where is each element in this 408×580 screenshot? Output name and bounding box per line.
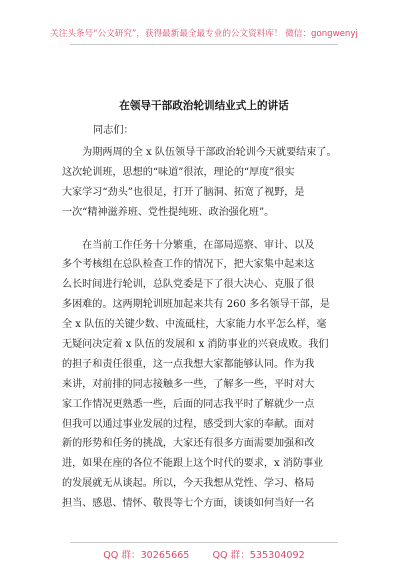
text-line: 一次“精神滋养班、党性提纯班、政治强化班”。 (62, 206, 275, 218)
document-title: 在领导干部政治轮训结业式上的讲话 (119, 100, 289, 112)
text-line: 家工作情况更熟悉一些，后面的同志我平时了解就少一点 (62, 398, 315, 410)
text-line: 的发展就无从谈起。所以，今天我想从党性、学习、格局 (62, 478, 315, 490)
text-line: 为期两周的全 x 队伍领导干部政治轮训今天就要结束了。 (62, 147, 337, 158)
text-line: 这次轮训班，思想的“味道”很浓，理论的“厚度”很实 (62, 166, 295, 178)
text-line: 大家学习“劲头”也很足，打开了脑洞、拓宽了视野，是 (62, 186, 305, 198)
text-line: 无疑问决定着 x 队伍的发展和 x 消防事业的兴衰成败。我们 (62, 339, 329, 351)
text-line: 在当前工作任务十分繁重，在部局巡察、审计、以及 (62, 239, 315, 251)
text-line: 多个考核组在总队检查工作的情况下，把大家集中起来这 (62, 259, 315, 271)
header-divider (70, 44, 338, 45)
qq-group-1: QQ 群：30265665 (103, 550, 190, 561)
text-line: 多困难的。这两期轮训班加起来共有 260 多名领导干部，是 (62, 299, 330, 311)
footer-contact (0, 547, 408, 561)
header-promo-note: 关注头条号“公文研究”，获得最新最全最专业的公文资料库！ 微信：gongwenyj (50, 29, 358, 39)
text-line: 来讲，对前排的同志接触多一些，了解多一些，平时对大 (62, 378, 315, 390)
paragraph-gap (62, 223, 354, 236)
paragraph-2 (62, 236, 354, 514)
text-line: 全 x 队伍的关键少数、中流砥柱，大家能力水平怎么样，毫 (62, 319, 327, 331)
text-line: 但我可以通过事业发展的过程，感受到大家的奉献。面对 (62, 418, 315, 430)
text-line: 进，如果在座的各位不能跟上这个时代的要求，x 消防事业 (62, 458, 324, 470)
greeting: 同志们： (93, 125, 134, 136)
footer-divider (70, 542, 338, 543)
paragraph-1 (62, 143, 354, 223)
text-line: 担当、感恩、情怀、敬畏等七个方面，谈谈如何当好一名 (62, 498, 315, 510)
text-line: 的担子和责任很重，这一点我想大家都能够认同。作为我 (62, 358, 315, 370)
text-line: 新的形势和任务的挑战，大家还有很多方面需要加强和改 (62, 438, 315, 450)
text-line: 么长时间进行轮训，总队党委是下了很大决心、克服了很 (62, 279, 315, 291)
document-body (62, 143, 354, 514)
qq-group-2: QQ 群：535304092 (212, 550, 305, 561)
